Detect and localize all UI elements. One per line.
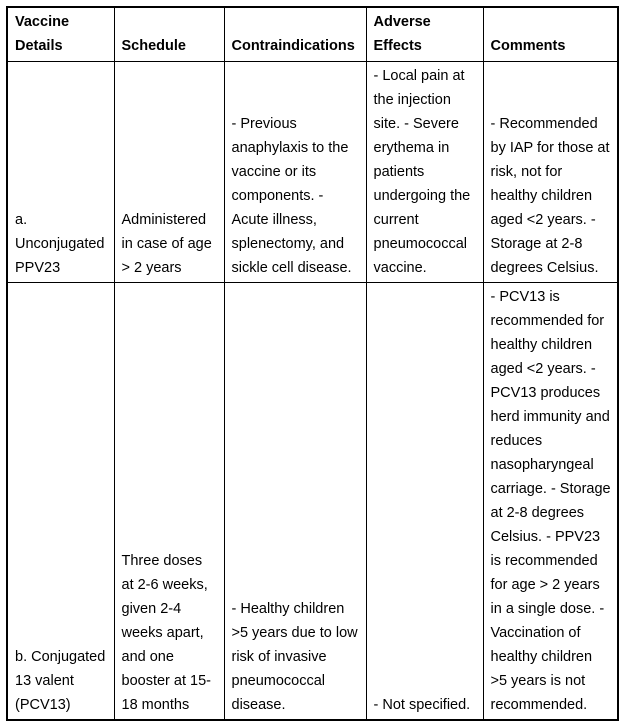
vaccine-table-container [6, 6, 617, 713]
cell-adverse-effects: - Local pain at the injection site. - Severe erythema in patients undergoing the current pneumococcal vaccine. [366, 62, 483, 283]
vaccine-details-table [6, 6, 619, 721]
cell-adverse-effects: - Not specified. [366, 283, 483, 721]
table-row [7, 62, 618, 283]
table-header [7, 7, 618, 62]
cell-vaccine-details: b. Conjugated 13 valent (PCV13) [7, 283, 114, 721]
cell-schedule: Three doses at 2-6 weeks, given 2-4 weeks apart, and one booster at 15-18 months [114, 283, 224, 721]
cell-comments: - Recommended by IAP for those at risk, not for healthy children aged <2 years. - Storage at 2-8 degrees Celsius. [483, 62, 618, 283]
column-header-contraindications: Contraindications [224, 7, 366, 62]
cell-contraindications: - Previous anaphylaxis to the vaccine or its components. - Acute illness, splenectomy, and sickle cell disease. [224, 62, 366, 283]
table-header-row [7, 7, 618, 62]
cell-comments: - PCV13 is recommended for healthy children aged <2 years. - PCV13 produces herd immunity and reduces nasopharyngeal carriage. - Storage at 2-8 degrees Celsius. - PPV23 is recommended for age > 2 years in a single dose. - Vaccination of healthy children >5 years is not recommended. [483, 283, 618, 721]
table-body [7, 62, 618, 721]
column-header-schedule: Schedule [114, 7, 224, 62]
column-header-comments: Comments [483, 7, 618, 62]
cell-schedule: Administered in case of age > 2 years [114, 62, 224, 283]
table-row [7, 283, 618, 721]
column-header-adverse-effects: Adverse Effects [366, 7, 483, 62]
cell-contraindications: - Healthy children >5 years due to low risk of invasive pneumococcal disease. [224, 283, 366, 721]
column-header-vaccine-details: Vaccine Details [7, 7, 114, 62]
cell-vaccine-details: a. Unconjugated PPV23 [7, 62, 114, 283]
